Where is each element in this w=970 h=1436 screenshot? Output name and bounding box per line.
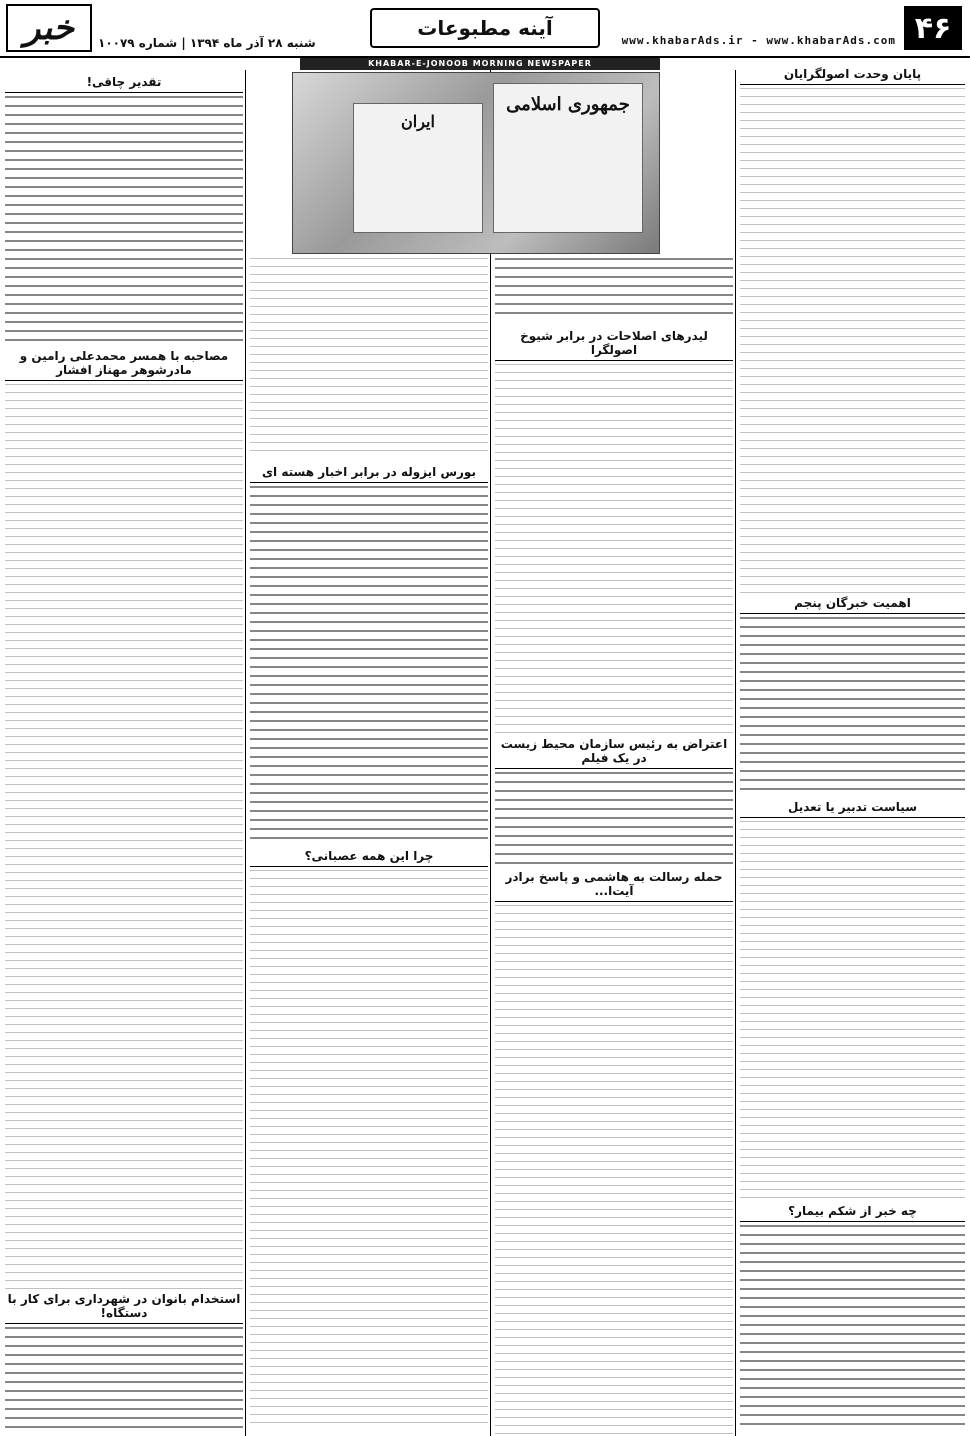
center-column	[250, 258, 488, 1434]
masthead	[0, 0, 970, 58]
article-title: اعتراض به رئیس سازمان محیط زیست در یک فیلم	[495, 734, 733, 769]
article-title: چه خبر از شکم بیمار؟	[740, 1201, 965, 1222]
newspaper-image	[493, 83, 643, 233]
article-body	[250, 486, 488, 846]
article-body	[740, 88, 965, 593]
site-url[interactable]: www.khabarAds.ir - www.khabarAds.com	[621, 34, 896, 47]
article-body	[495, 905, 733, 1434]
article-title: تقدیر چاقی!	[5, 72, 243, 93]
article-body	[740, 1225, 965, 1425]
column-divider	[735, 70, 736, 1436]
article-body	[495, 364, 733, 734]
column-divider	[245, 70, 246, 1436]
left-column	[5, 72, 243, 1434]
english-strip: KHABAR-E-JONOOB MORNING NEWSPAPER	[300, 58, 660, 70]
newspaper-image	[353, 103, 483, 233]
newspapers-photo	[292, 72, 660, 254]
article-body	[5, 384, 243, 1289]
article-body	[495, 772, 733, 867]
page-number: ۴۶	[904, 6, 962, 50]
article-body	[250, 870, 488, 1430]
article-title: اهمیت خبرگان پنجم	[740, 593, 965, 614]
article-body	[740, 617, 965, 797]
column-divider	[490, 70, 491, 1436]
article-body	[740, 821, 965, 1201]
photo-headline: ایران	[401, 112, 435, 131]
issue-date: شنبه ۲۸ آذر ماه ۱۳۹۴ | شماره ۱۰۰۷۹	[98, 36, 316, 50]
article-body	[5, 1327, 243, 1434]
article-title: استخدام بانوان در شهرداری برای کار با دستگاه!	[5, 1289, 243, 1324]
article-body	[250, 258, 488, 458]
article-body	[495, 258, 733, 320]
mid-column	[495, 258, 733, 1434]
article-title: حمله رسالت به هاشمی و پاسخ برادر آیت‌ا...	[495, 867, 733, 902]
article-title: لیدرهای اصلاحات در برابر شیوخ اصولگرا	[495, 326, 733, 361]
article-title: پایان وحدت اصولگرایان	[740, 64, 965, 85]
article-title: مصاحبه با همسر محمدعلی رامین و مادرشوهر مهناز افشار	[5, 346, 243, 381]
article-body	[5, 96, 243, 346]
article-title: بورس ایزوله در برابر اخبار هسته ای	[250, 462, 488, 483]
section-title: آینه مطبوعات	[370, 8, 600, 48]
right-column	[740, 64, 965, 1434]
article-title: چرا این همه عصبانی؟	[250, 846, 488, 867]
photo-headline: جمهوری اسلامی	[506, 94, 630, 115]
article-title: سیاست تدبیر یا تعدیل	[740, 797, 965, 818]
newspaper-logo: خبر	[6, 4, 92, 52]
